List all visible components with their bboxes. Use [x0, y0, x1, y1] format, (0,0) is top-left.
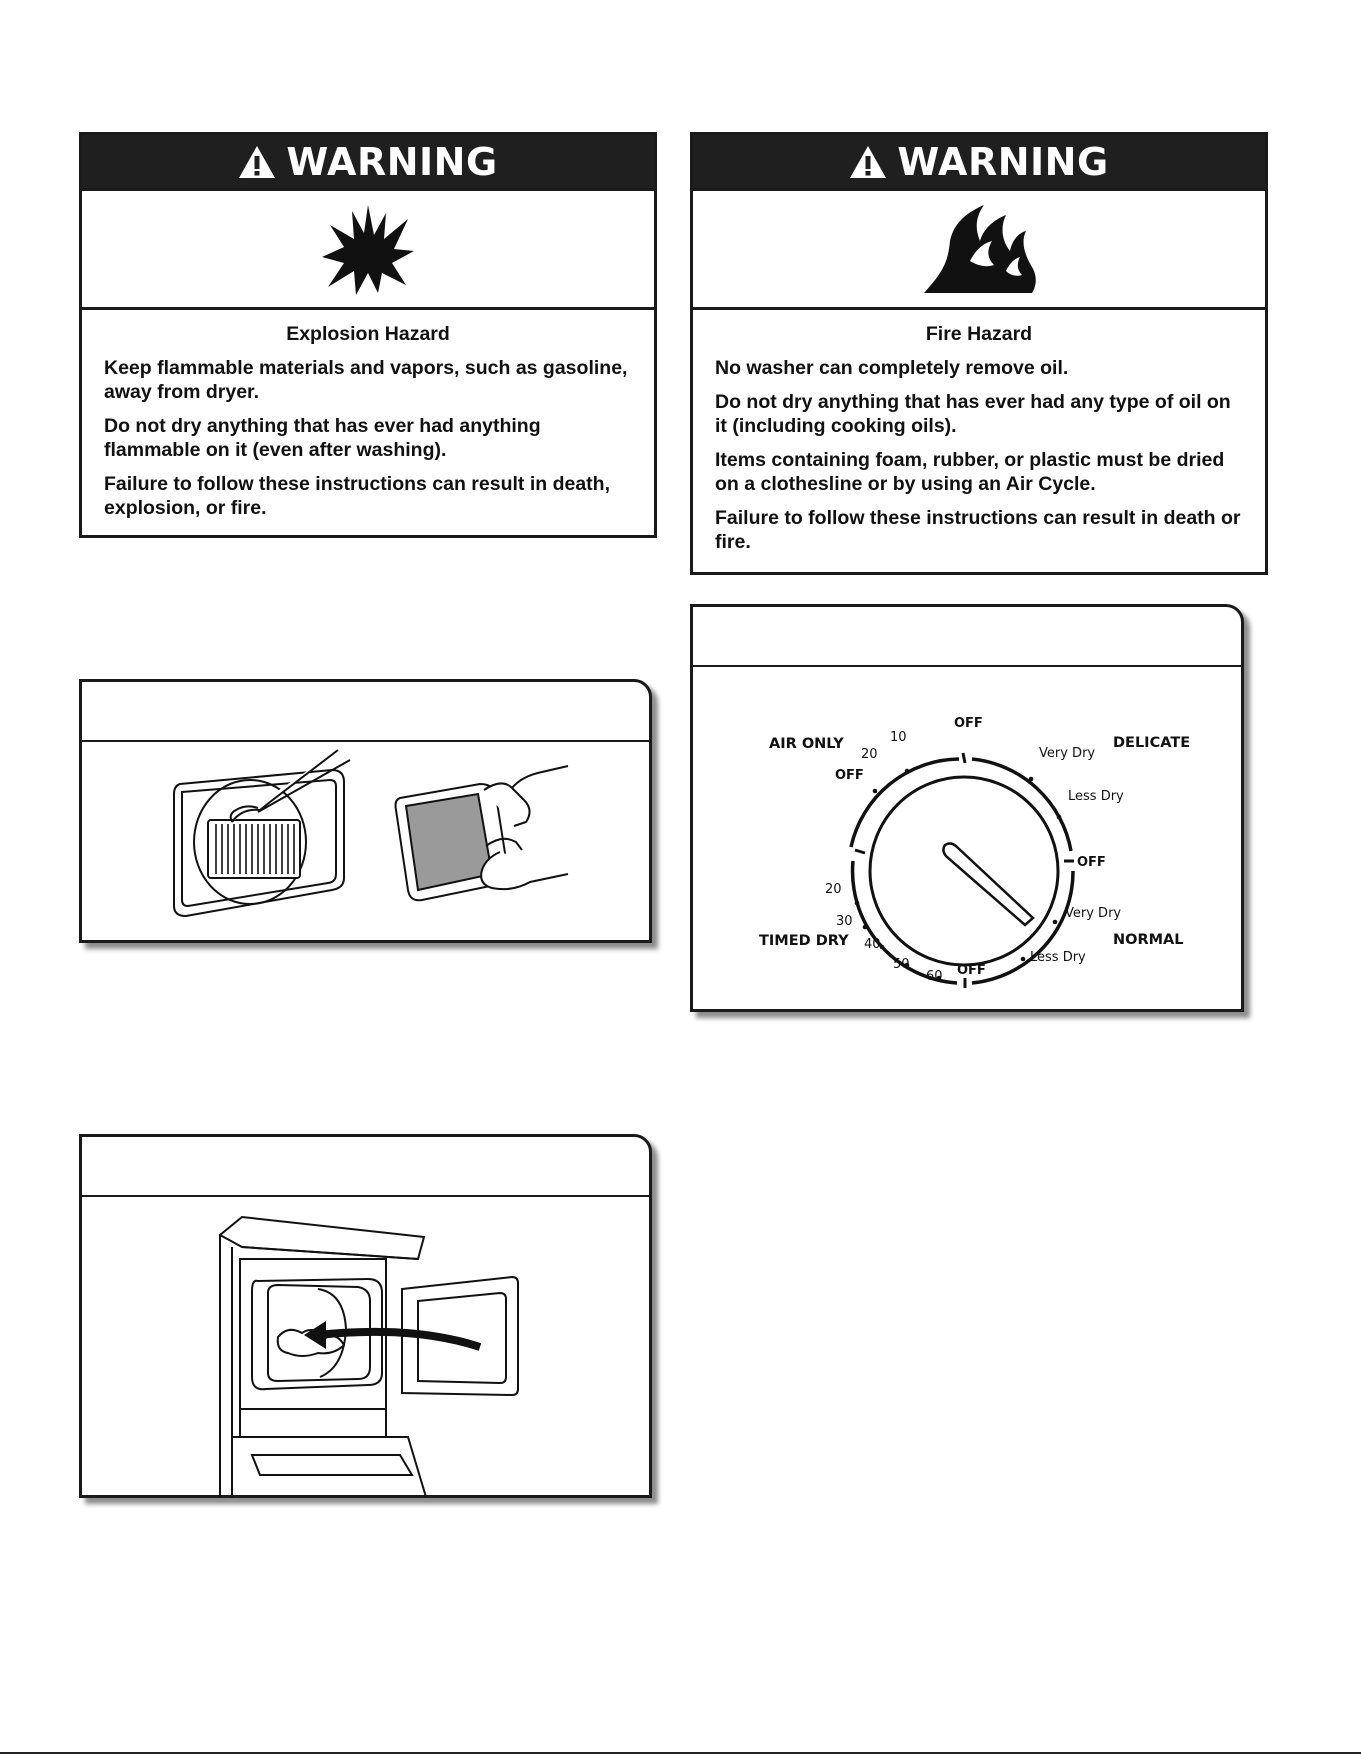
time-label-20-air: 20: [861, 747, 878, 762]
fire-warning-box: [690, 132, 1268, 575]
dryness-label-very-dry-delicate: Very Dry: [1039, 746, 1096, 761]
off-label-air: OFF: [835, 768, 864, 783]
time-label-40: 40: [864, 937, 881, 952]
explosion-warning-box: [79, 132, 657, 538]
off-label-top: OFF: [954, 716, 983, 731]
cycle-selector-dial: [693, 667, 1241, 1011]
explosion-icon: [318, 201, 418, 297]
dryness-label-less-dry-normal: Less Dry: [1030, 950, 1086, 965]
warning-paragraph: Items containing foam, rubber, or plastic must be dried on a clothesline or by using an Air Cycle.: [715, 449, 1225, 495]
time-label-10: 10: [890, 730, 907, 745]
loading-dryer-figure: [79, 1134, 652, 1498]
warning-paragraph: No washer can completely remove oil.: [715, 357, 1069, 379]
dryness-label-less-dry-delicate: Less Dry: [1068, 789, 1124, 804]
alert-triangle-icon: [849, 145, 887, 179]
warning-header: [693, 135, 1265, 188]
cycle-dial-figure: [690, 604, 1244, 1012]
time-label-20: 20: [825, 882, 842, 897]
warning-header: [82, 135, 654, 188]
lint-filter-figure: [79, 679, 652, 943]
warning-paragraph: Do not dry anything that has ever had any type of oil on it (including cooking oils).: [715, 391, 1231, 437]
cycle-label-delicate: DELICATE: [1113, 735, 1191, 751]
warning-paragraph: Do not dry anything that has ever had anything flammable on it (even after washing).: [104, 415, 541, 461]
alert-triangle-icon: [238, 145, 276, 179]
warning-title: WARNING: [286, 139, 498, 184]
warning-paragraph: Failure to follow these instructions can result in death, explosion, or fire.: [104, 473, 610, 519]
hazard-icon-area: [82, 188, 654, 310]
off-label-bottom: OFF: [957, 963, 986, 978]
hazard-title: Explosion Hazard: [286, 323, 450, 345]
warning-title: WARNING: [897, 139, 1109, 184]
time-label-30: 30: [836, 914, 853, 929]
page-footer-rule: [0, 1752, 1361, 1754]
hazard-title: Fire Hazard: [925, 323, 1033, 345]
flame-icon: [914, 201, 1044, 297]
hazard-icon-area: [693, 188, 1265, 310]
dryer-loading-illustration: [82, 1197, 649, 1497]
time-label-50: 50: [893, 957, 910, 972]
warning-paragraph: Keep flammable materials and vapors, such as gasoline, away from dryer.: [104, 357, 628, 403]
figure-header-bar: [82, 682, 649, 742]
lint-screen-illustration: [82, 742, 649, 942]
cycle-label-normal: NORMAL: [1113, 932, 1184, 948]
off-label-right: OFF: [1077, 855, 1106, 870]
time-label-60: 60: [926, 969, 943, 984]
warning-paragraph: Failure to follow these instructions can result in death or fire.: [715, 507, 1241, 553]
cycle-label-air-only: AIR ONLY: [769, 736, 844, 752]
warning-body: [82, 310, 654, 542]
warning-body: [693, 310, 1265, 576]
figure-header-bar: [82, 1137, 649, 1197]
figure-header-bar: [693, 607, 1241, 667]
dryness-label-very-dry-normal: Very Dry: [1065, 906, 1122, 921]
cycle-label-timed-dry: TIMED DRY: [759, 933, 849, 949]
